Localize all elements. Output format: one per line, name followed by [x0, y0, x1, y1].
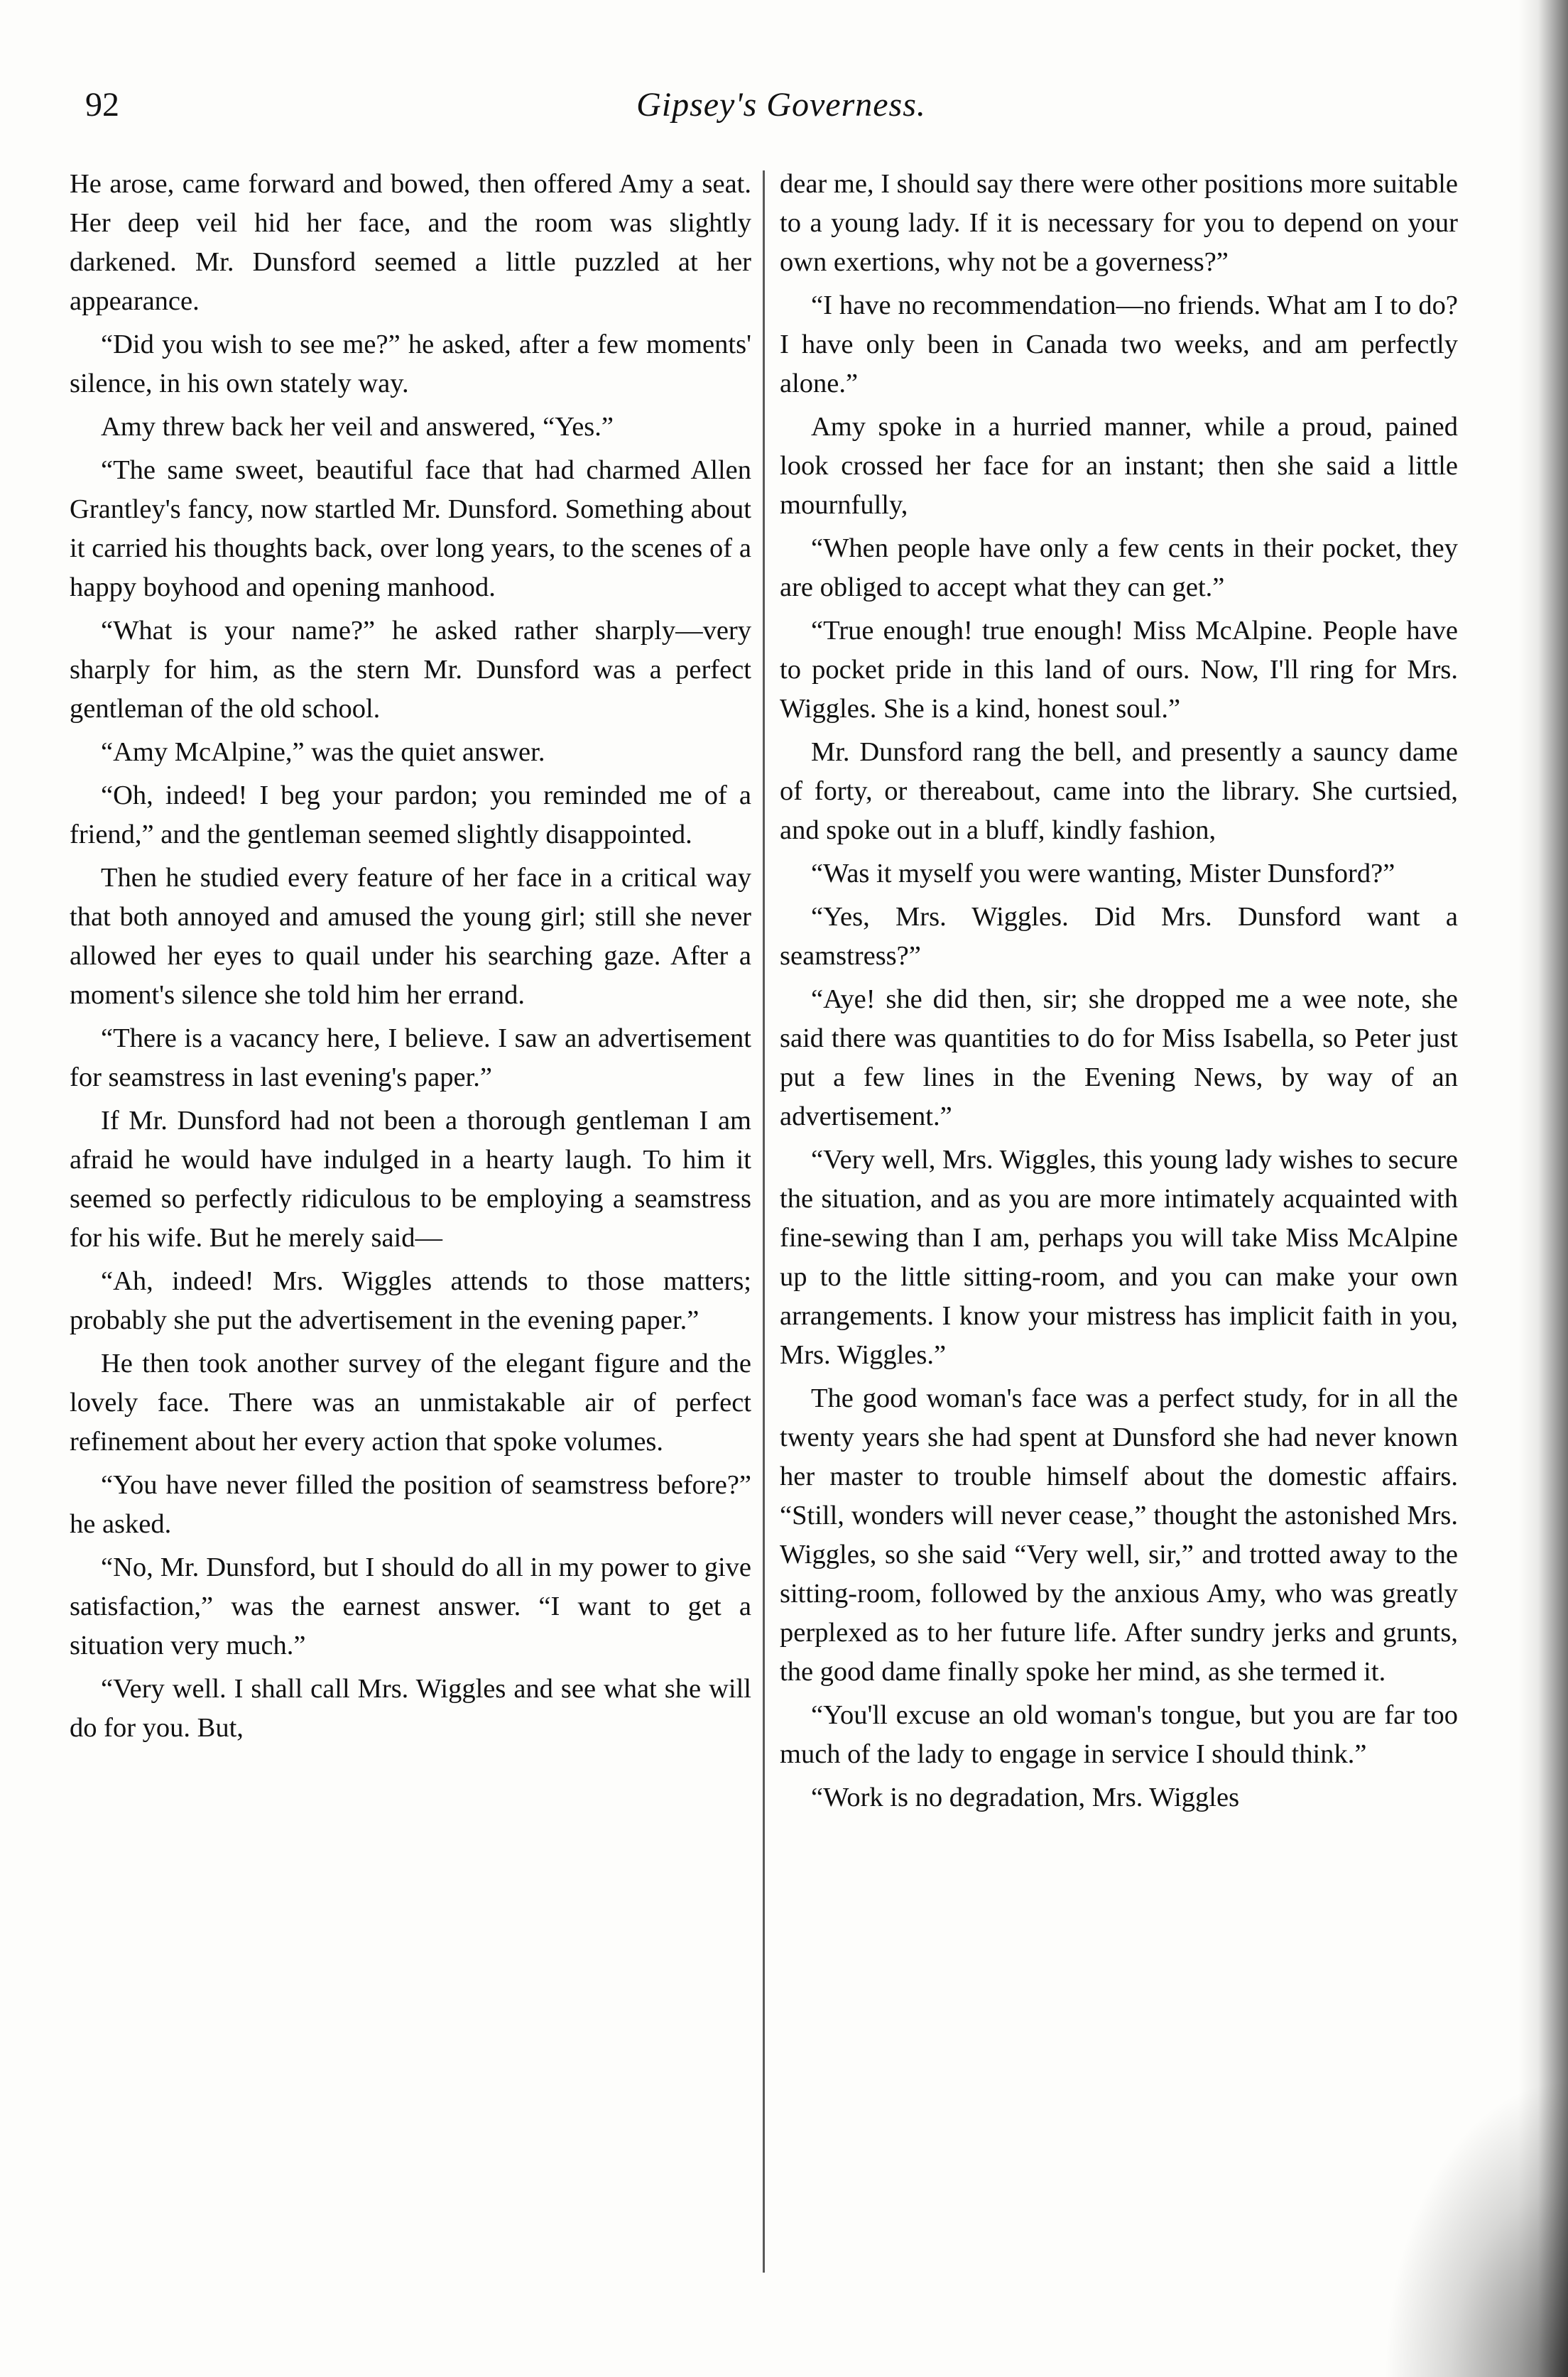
paragraph: “Amy McAlpine,” was the quiet answer.: [101, 737, 545, 767]
paragraph: “No, Mr. Dunsford, but I should do all in my power to give satisfaction,” was the earnest answer. “I want to get a situation very much.”: [70, 1552, 751, 1660]
page-edge-shadow: [1518, 0, 1568, 2377]
paragraph: “Aye! she did then, sir; she dropped me a wee note, she said there was quantities to do for Miss Isabella, so Peter just put a few lines in the Evening News, by way of an advertisement.”: [780, 984, 1458, 1131]
paragraph: Then he studied every feature of her face in a critical way that both annoyed and amused the young girl; still she never allowed her eyes to quail under his searching gaze. After a moment's silence she told him her errand.: [70, 863, 751, 1010]
paragraph: “True enough! true enough! Miss McAlpine. People have to pocket pride in this land of ours. Now, I'll ring for Mrs. Wiggles. She is a kind, honest soul.”: [780, 616, 1458, 724]
running-title: Gipsey's Governess.: [636, 86, 926, 124]
paragraph: “I have no recommendation—no friends. What am I to do? I have only been in Canada two weeks, and am perfectly alone.”: [780, 290, 1458, 398]
paragraph: “Very well. I shall call Mrs. Wiggles and see what she will do for you. But,: [70, 1674, 751, 1743]
page-number: 92: [85, 86, 119, 124]
paragraph: “Oh, indeed! I beg your pardon; you reminded me of a friend,” and the gentleman seemed slightly disappointed.: [70, 780, 751, 849]
paragraph: He arose, came forward and bowed, then offered Amy a seat. Her deep veil hid her face, and the room was slightly darkened. Mr. Dunsford seemed a little puzzled at her appearance.: [70, 169, 751, 316]
paragraph: “Ah, indeed! Mrs. Wiggles attends to those matters; probably she put the advertisement in the evening paper.”: [70, 1266, 751, 1335]
paragraph: The good woman's face was a perfect study, for in all the twenty years she had spent at Dunsford she had never known her master to trouble himself about the domestic affairs. “Still, wonders will never cease,” thought the astonished Mrs. Wiggles, so she said “Very well, sir,” and trotted away to the sitting-room, followed by the anxious Amy, who was greatly perplexed as to her future life. After sundry jerks and grunts, the good dame finally spoke her mind, as she termed it.: [780, 1383, 1458, 1687]
paragraph: “Very well, Mrs. Wiggles, this young lady wishes to secure the situation, and as you are more intimately acquainted with fine-sewing than I am, perhaps you will take Miss McAlpine up to the little sitting-room, and you can make your own arrangements. I know your mistress has implicit faith in you, Mrs. Wiggles.”: [780, 1145, 1458, 1370]
paragraph: Amy threw back her veil and answered, “Yes.”: [101, 412, 614, 442]
page-header: [85, 85, 1477, 142]
paragraph: “There is a vacancy here, I believe. I saw an advertisement for seamstress in last evening's paper.”: [70, 1023, 751, 1092]
paragraph: “Was it myself you were wanting, Mister Dunsford?”: [811, 859, 1395, 888]
paragraph: He then took another survey of the elegant figure and the lovely face. There was an unmistakable air of perfect refinement about her every action that spoke volumes.: [70, 1349, 751, 1457]
left-column: [70, 165, 751, 1752]
paragraph: If Mr. Dunsford had not been a thorough gentleman I am afraid he would have indulged in a hearty laugh. To him it seemed so perfectly ridiculous to be employing a seamstress for his wife. But he merely said—: [70, 1106, 751, 1253]
paragraph: “Work is no degradation, Mrs. Wiggles: [811, 1783, 1240, 1812]
paragraph-continued: dear me, I should say there were other positions more suitable to a young lady. If it is necessary for you to depend on your own exertions, why not be a governess?”: [780, 169, 1458, 277]
paragraph: Mr. Dunsford rang the bell, and presently a sauncy dame of forty, or thereabout, came into the library. She curtsied, and spoke out in a bluff, kindly fashion,: [780, 737, 1458, 845]
right-column: [780, 165, 1458, 1822]
paragraph: “Yes, Mrs. Wiggles. Did Mrs. Dunsford want a seamstress?”: [780, 902, 1458, 971]
paragraph: Amy spoke in a hurried manner, while a proud, pained look crossed her face for an instant; then she said a little mournfully,: [780, 412, 1458, 520]
paragraph: “Did you wish to see me?” he asked, after a few moments' silence, in his own stately way.: [70, 330, 751, 398]
paragraph: “You'll excuse an old woman's tongue, but you are far too much of the lady to engage in service I should think.”: [780, 1700, 1458, 1769]
paragraph: “The same sweet, beautiful face that had charmed Allen Grantley's fancy, now startled Mr. Dunsford. Something about it carried his thoughts back, over long years, to the scenes of a happy boyhood and opening manhood.: [70, 455, 751, 602]
paragraph: “When people have only a few cents in their pocket, they are obliged to accept what they can get.”: [780, 533, 1458, 602]
column-divider: [763, 170, 765, 2273]
paragraph: “You have never filled the position of seamstress before?” he asked.: [70, 1470, 751, 1539]
paragraph: “What is your name?” he asked rather sharply—very sharply for him, as the stern Mr. Dunsford was a perfect gentleman of the old school.: [70, 616, 751, 724]
scan-corner-shadow: [1383, 2079, 1568, 2377]
